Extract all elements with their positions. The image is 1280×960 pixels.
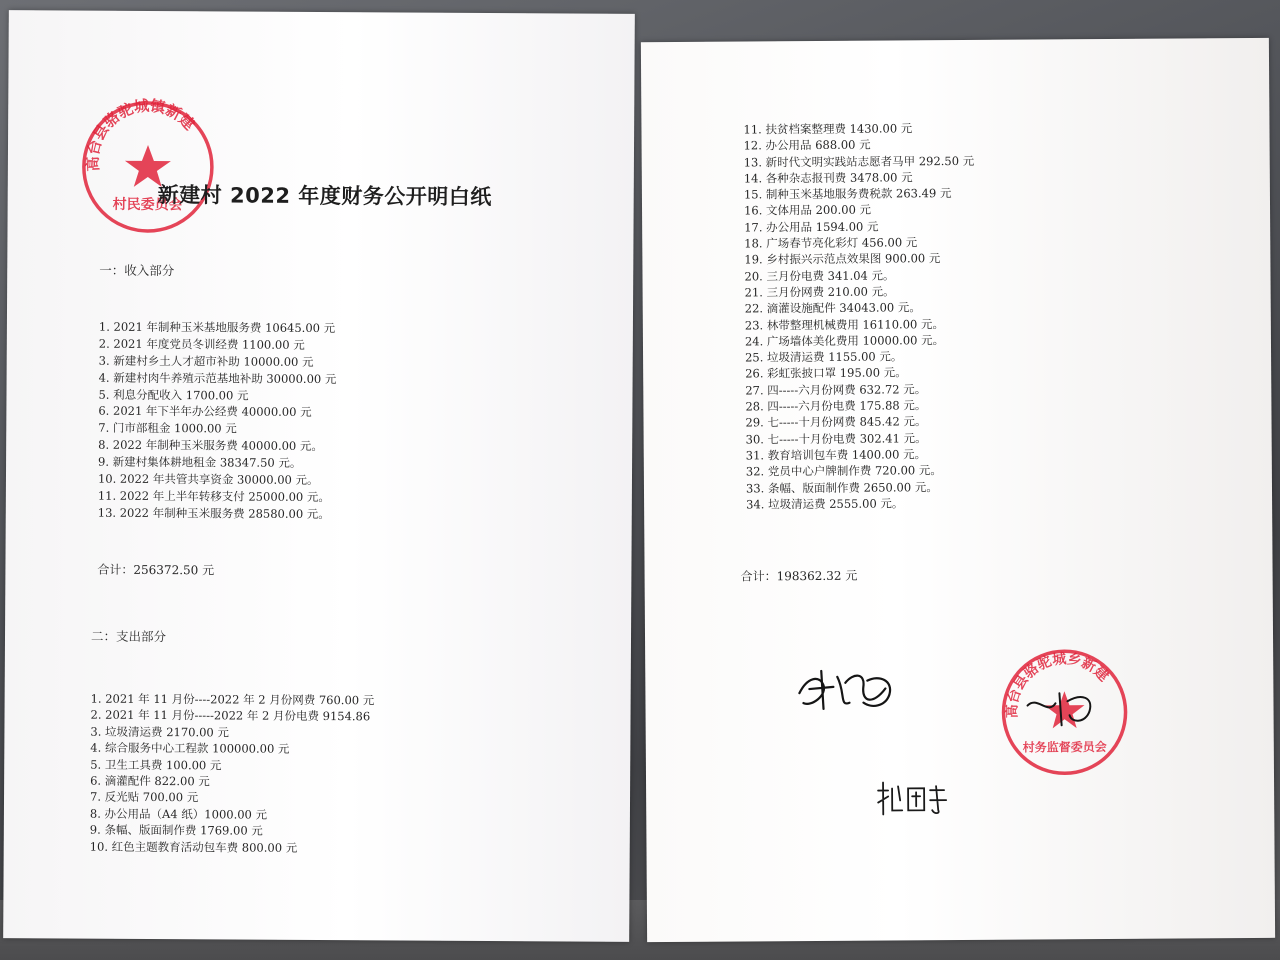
- expense-item: 31. 教育培训包车费 1400.00 元。: [745, 447, 927, 463]
- expense-item: 22. 滴灌设施配件 34043.00 元。: [744, 300, 921, 316]
- right-paper-sheet: [641, 38, 1275, 942]
- income-item: 1. 2021 年制种玉米基地服务费 10645.00 元: [98, 319, 336, 336]
- expense-item: 33. 条幅、版面制作费 2650.00 元。: [745, 479, 938, 496]
- expense-item: 6. 滴灌配件 822.00 元: [90, 773, 210, 789]
- expense-item: 21. 三月份网费 210.00 元。: [744, 284, 895, 300]
- seal-left-top-text: 高台县骆驼城镇新建: [83, 96, 199, 172]
- seal-right-bottom-text: 村务监督委员会: [1022, 739, 1107, 755]
- expense-item: 14. 各种杂志报刊费 3478.00 元: [743, 170, 913, 186]
- expense-item: 27. 四-----六月份网费 632.72 元。: [745, 381, 927, 398]
- expense-item: 16. 文体用品 200.00 元: [743, 203, 872, 218]
- income-item: 10. 2022 年共管共享资金 30000.00 元。: [97, 471, 319, 488]
- expense-item: 29. 七-----十月份网费 845.42 元。: [745, 414, 927, 430]
- supervision-committee-seal: [997, 645, 1132, 780]
- expense-item: 19. 乡村振兴示范点效果图 900.00 元: [744, 251, 941, 267]
- expense-item: 26. 彩虹张披口罩 195.00 元。: [745, 365, 907, 381]
- expense-item: 17. 办公用品 1594.00 元: [744, 219, 879, 235]
- income-item: 4. 新建村肉牛养殖示范基地补助 30000.00 元: [98, 370, 337, 386]
- expense-item: 23. 林带整理机械费用 16110.00 元。: [744, 316, 945, 333]
- expense-item: 7. 反光贴 700.00 元: [89, 789, 199, 805]
- expense-item: 30. 七-----十月份电费 302.41 元。: [745, 430, 927, 447]
- income-item: 2. 2021 年度党员冬训经费 1100.00 元: [98, 336, 305, 352]
- handwritten-signature: [874, 780, 954, 821]
- expense-item: 10. 红色主题教育活动包车费 800.00 元: [89, 839, 298, 855]
- expense-item: 4. 综合服务中心工程款 100000.00 元: [90, 740, 290, 756]
- handwritten-signature: [793, 662, 903, 723]
- income-item: 8. 2022 年制种玉米服务费 40000.00 元。: [98, 437, 323, 454]
- document-title: 新建村 2022 年度财务公开明白纸: [157, 183, 492, 210]
- expense-item: 9. 条幅、版面制作费 1769.00 元: [89, 822, 263, 838]
- expense-heading: 二：支出部分: [90, 628, 167, 645]
- expense-item: 20. 三月份电费 341.04 元。: [744, 268, 895, 284]
- expense-item: 18. 广场春节亮化彩灯 456.00 元: [744, 235, 918, 251]
- expense-item: 34. 垃圾清运费 2555.00 元。: [746, 496, 904, 512]
- expense-item: 28. 四-----六月份电费 175.88 元。: [745, 398, 927, 414]
- expense-item: 3. 垃圾清运费 2170.00 元: [90, 724, 229, 740]
- income-list: [98, 319, 337, 523]
- income-heading: 一：收入部分: [99, 262, 175, 279]
- income-item: 3. 新建村乡土人才超市补助 10000.00 元: [98, 353, 314, 369]
- expense-item: 24. 广场墙体美化费用 10000.00 元。: [744, 332, 945, 349]
- seal-right-top-text: 高台县骆驼城乡新建: [1004, 651, 1112, 719]
- expense-item: 15. 制种玉米基地服务费税款 263.49 元: [743, 186, 952, 202]
- expense-item: 5. 卫生工具费 100.00 元: [90, 757, 222, 772]
- expense-item: 13. 新时代文明实践站志愿者马甲 292.50 元: [743, 153, 975, 170]
- income-item: 7. 门市部租金 1000.00 元: [98, 420, 237, 436]
- income-item: 11. 2022 年上半年转移支付 25000.00 元。: [97, 488, 330, 504]
- expense-item: 1. 2021 年 11 月份----2022 年 2 月份网费 760.00 元: [90, 691, 375, 708]
- expense-total: 合计：198362.32 元: [740, 568, 858, 584]
- expense-item: 2. 2021 年 11 月份-----2022 年 2 月份电费 9154.86: [90, 707, 371, 724]
- left-paper-sheet: [3, 10, 635, 942]
- expense-list-right: [743, 120, 976, 513]
- income-total: 合计：256372.50 元: [97, 562, 215, 578]
- seal-left-bottom-text: 村民委员会: [112, 196, 183, 214]
- expense-item: 32. 党员中心户牌制作费 720.00 元。: [745, 463, 942, 479]
- expense-item: 25. 垃圾清运费 1155.00 元。: [745, 349, 903, 365]
- expense-list-left: [90, 691, 375, 857]
- village-committee-seal: [77, 97, 218, 238]
- income-item: 13. 2022 年制种玉米服务费 28580.00 元。: [97, 505, 330, 521]
- expense-item: 8. 办公用品（A4 纸）1000.00 元: [89, 806, 268, 822]
- income-item: 9. 新建村集体耕地租金 38347.50 元。: [98, 454, 302, 471]
- expense-item: 11. 扶贫档案整理费 1430.00 元: [743, 121, 913, 137]
- expense-item: 12. 办公用品 688.00 元: [743, 137, 871, 153]
- income-item: 5. 利息分配收入 1700.00 元: [98, 387, 249, 403]
- income-item: 6. 2021 年下半年办公经费 40000.00 元: [98, 404, 312, 420]
